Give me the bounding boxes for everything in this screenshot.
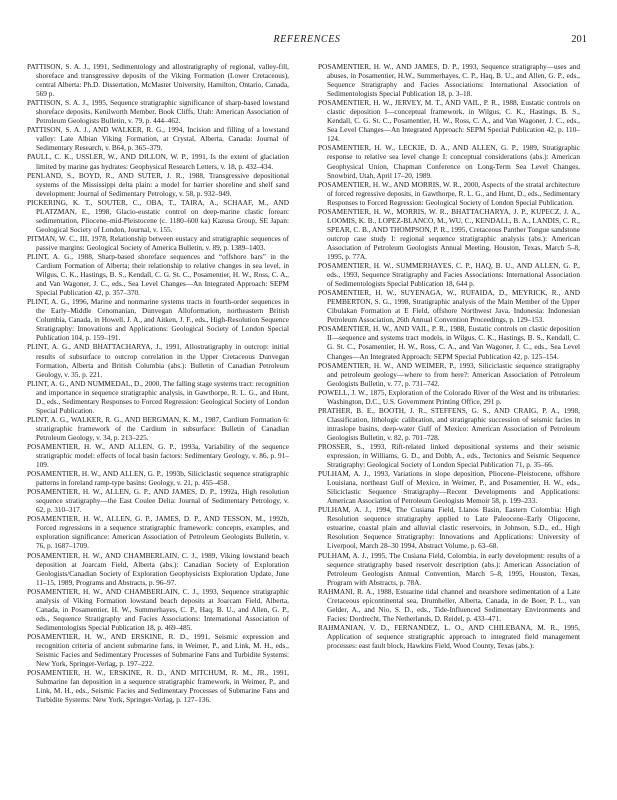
page-number: 201 <box>571 34 587 45</box>
page-header-title: REFERENCES <box>273 34 341 45</box>
reference-entry: PITMAN, W. C., III, 1978, Relationship between eustacy and stratigraphic sequences of passive margins: Geological Society of America Bulletin, v. 89, p. 1389–1403. <box>27 233 290 252</box>
reference-entry: PENLAND, S., BOYD, R., AND SUTER, J. R., 1988, Transgressive depositional systems of the Mississippi delta plain: a model for barrier shoreline and shelf sand development: Journal of Sedimentary Petrology, v. 58, p. 932–949. <box>27 170 289 198</box>
reference-entry: PLINT, A. G., WALKER, R. G., AND BERGMAN, K. M., 1987, Cardium Formation 6: stratigraphic framework of the Cardium in subsurface: Bulletin of Canadian Petroleum Geology, v. 34, p. 213–225. <box>27 414 290 442</box>
reference-entry: PATTISON, S. A. J., AND WALKER, R. G., 1994, Incision and filling of a lowstand valley: Late Albian Viking Formation, at Crystal, Alberta, Canada: Journal of Sedimentary Research, v. B64, p. 365–379. <box>27 125 290 153</box>
reference-entry: PATTISON, S. A. J., 1995, Sequence stratigraphic significance of sharp-based lowstand shoreface deposits, Kenilworth Member, Book Cliffs, Utah: American Association of Petroleum Geologists Bulletin, v. 79, p. 444–462. <box>27 98 290 126</box>
running-header <box>27 34 587 48</box>
reference-entry: POSAMENTIER, H. W., LECKIE, D. A., AND ALLEN, G. P., 1989, Stratigraphic response to relative sea level change I: conceptual considerations (abs.): American Geophysical Union, Chapman Conference on Long-Term Sea Level Changes, Snowbird, Utah, April 17–20, 1989. <box>318 143 580 180</box>
reference-entry: POSAMENTIER, H. W., AND WEIMER, P., 1993, Siliciclastic sequence stratigraphy and petroleum geology—where to from here?: American Association of Petroleum Geologists Bulletin, v. 77, p. 731–742. <box>318 360 580 388</box>
reference-entry: POSAMENTIER, H. W., MORRIS, W. R., BHATTACHARYA, J. P., KUPECZ, J. A., LOOMIS, K. B., LOPEZ-BLANCO, M., WU, C., KENDALL, B. A., LANDIS, C. R., SPEAR, C. B., AND THOMPSON, P. R., 1995, Cretaceous Panther Tongue sandstone outcrop case study I: regional sequence stratigraphic analysis (abs.): American Association of Petroleum Geologists Annual Meeting, Houston, Texas, March 5–8, 1995, p. 77A. <box>318 206 580 261</box>
reference-entry: PATTISON, S. A. J., 1991, Sedimentology and allostratigraphy of regional, valley-fill, shoreface and transgressive deposits of the Viking Formation (Lower Cretaceous), central Alberta: Ph.D. Dissertation, McMaster University, Hamilton, Ontario, Canada, 569 p. <box>27 62 289 99</box>
reference-entry: POSAMENTIER, H. W., JERVEY, M. T., AND VAIL, P. R., 1988, Eustatic controls on clastic deposition I—conceptual framework, in Wilgus, C. K., Hastings, B. S., Kendall, C. G. St. C., Posamentier, H. W., Ross, C. A., and Van Wagoner, J. C., eds., Sea Level Changes—An Integrated Approach: SEPM Special Publication 42, p. 110–124. <box>318 98 580 144</box>
reference-entry: PULHAM, A. J., 1995, The Cusiana Field, Colombia, in early development: results of a sequence stratigraphy based reservoir description (abs.): American Association of Petroleum Geologists Annual Convention, March 5–8, 1995, Houston, Texas, Program with Abstracts, p. 78A. <box>318 550 580 587</box>
reference-entry: PULHAM, A. J., 1994, The Cusiana Field, Llanos Basin, Eastern Colombia: High Resolution sequence stratigraphy applied to Late Paleocene–Early Oligocene, estuarine, coastal plain and alluvial clastic reservoirs, in Johnson, S.D., ed., High Resolution Sequence Stratigraphy: Innovations and Applications: University of Liverpool, March 28–30 1994, Abstract Volume, p. 63–68. <box>318 505 581 551</box>
reference-entry: POWELL, J. W., 1875, Exploration of the Colorado River of the West and its tributaries: Washington, D.C., U.S. Government Printing Office, 291 p. <box>318 387 580 406</box>
reference-entry: POSAMENTIER, H. W., AND VAIL, P. R., 1988, Eustatic controls on clastic deposition II—sequence and systems tract models, in Wilgus, C. K., Hastings, B. S., Kendall, C. G. St. C., Posamentier, H. W., Ross, C. A., and Van Wagoner, J. C., eds., Sea Level Changes—An Integrated Approach: SEPM Special Publication 42, p. 125–154. <box>318 324 580 361</box>
reference-entry: POSAMENTIER, H. W., AND JAMES, D. P., 1993, Sequence stratigraphy—uses and abuses, in Posamentier, H.W., Summerhayes, C. P., Haq, B. U., and Allen, G. P., eds., Sequence Stratigraphy and Facies Associations: International Association of Sedimentologists Special Publication 18, p. 3–18. <box>318 62 580 99</box>
reference-entry: POSAMENTIER, H. W., AND CHAMBERLAIN, C. J., 1989, Viking lowstand beach deposition at Joarcam Field, Alberta (abs.): Canadian Society of Exploration Geologists/Canadian Society of Exploration Geophysicists Exploration Update, June 11–15, 1989, Programs and Abstracts, p. 96–97. <box>27 550 289 587</box>
reference-entry: POSAMENTIER, H. W., AND CHAMBERLAIN, C. J., 1993, Sequence stratigraphic analysis of Viking Formation lowstand beach deposits at Joarcam Field, Alberta, Canada, in Posamentier, H. W., Summerhayes, C. P., Haq, B. U., and Allen, G. P., eds., Sequence Stratigraphy and Facies Associations: International Association of Sedimentologists Special Publication 18, p. 469–485. <box>27 586 289 632</box>
reference-entry: PLINT, A. G., AND BHATTACHARYA, J., 1991, Allostratigraphy in outcrop: initial results of subsurface to outcrop correlation in the Upper Cretaceous Dunvegan Formation, Alberta and British Columbia (abs.): Bulletin of Canadian Petroleum Geology, v. 35, p. 221. <box>27 342 289 379</box>
reference-entry: PRATHER, B. E., BOOTH, J. R., STEFFENS, G. S., AND CRAIG, P. A., 1998, Classification, lithologic calibration, and stratigraphic succession of seismic facies in intraslope basins, deep-water Gulf of Mexico: American Association of Petroleum Geologists Bulletin, v. 82, p. 701–728. <box>318 405 580 442</box>
reference-entry: POSAMENTIER, H. W., AND ALLEN, G. P., 1993a, Variability of the sequence stratigraphic model: effects of local basin factors: Sedimentary Geology, v. 86, p. 91–109. <box>27 441 289 470</box>
reference-entry: PLINT, A. G., AND NUMMEDAL, D., 2000, The falling stage systems tract: recognition and importance in sequence stratigraphic analysis, in Gawthorpe, R. L. G., and Hunt, D., eds., Sedimentary Responses to Forced Regression: Geological Society of London Special Publication. <box>27 378 289 415</box>
reference-entry: RAHMANIAN, V. D., FERNANDEZ, L. O., AND CHILEBANA, M. R., 1995, Application of sequence stratigraphic approach to integrated field management processes: east fault block, Hawkins Field, Wood County, Texas (abs.): <box>318 622 580 650</box>
reference-entry: POSAMENTIER, H. W., AND MORRIS, W. R., 2000, Aspects of the stratal architecture of forced regressive deposits, in Gawthorpe, R. L. G., and Hunt, D., eds., Sedimentary Responses to Forced Regression: Geological Society of London Special Publication. <box>318 179 580 207</box>
reference-entry: POSAMENTIER, H. W., SUMMERHAYES, C. P., HAQ, B. U., AND ALLEN, G. P., eds., 1993, Sequence Stratigraphy and Facies Associations: International Association of Sedimentologists Special Publication 18, 644 p. <box>318 261 580 289</box>
reference-entry: PICKERING, K. T., SOUTER, C., OBA, T., TAIRA, A., SCHAAF, M., AND PLATZMAN, E., 1998, Glacio-eustatic control on deep-marine clastic forearc sedimentation, Pliocene–mid-Pleistocene (c. 1180–600 ka) Kazusa Group, SE Japan: Geological Society of London, Journal, v. 155. <box>27 197 289 234</box>
reference-entry: POSAMENTIER, H. W., AND ALLEN, G. P., 1993b, Siliciclastic sequence stratigraphic patterns in foreland ramp-type basins: Geology, v. 21, p. 455–458. <box>27 469 289 488</box>
reference-entry: POSAMENTIER, H. W., SUYENAGA, W., RUFAIDA, D., MEYRICK, R., AND PEMBERTON, S. G., 1998, Stratigraphic analysis of the Main Member of the Upper Cibulakan Formation at E Field, offshore Northwest Java, Indonesia: Indonesian Petroleum Association, 26th Annual Convention Proceedings, p. 129–153. <box>318 288 580 325</box>
reference-entry: POSAMENTIER, H. W., ALLEN, G. P., AND JAMES, D. P., 1992a, High resolution sequence stratigraphy—the East Coulee Delta: Journal of Sedimentary Petrology, v. 62, p. 310–317. <box>27 487 289 515</box>
reference-entry: POSAMENTIER, H. W., ERSKINE, R. D., AND MITCHUM, R. M., JR., 1991, Submarine fan deposition in a sequence stratigraphic framework, in Weimer, P., and Link, M. H., eds., Seismic Facies and Sedimentary Processes of Submarine Fans and Turbidite Systems: New York, Springer-Verlag, p. 127–136. <box>27 668 289 705</box>
reference-entry: RAHMANI, R. A., 1988, Estuarine tidal channel and nearshore sedimentation of a Late Cretaceous epicontinental sea, Drumheller, Alberta, Canada, in de Boer, P. L., van Gelder, A., and Nio, S. D., eds., Tide-Influenced Sedimentary Environments and Facies: Dordrecht, The Netherlands, D. Reidel, p. 433–471. <box>318 586 580 623</box>
reference-entry: PAULL, C. K., USSLER, W., AND DILLON, W. P., 1991, Is the extent of glaciation limited by marine gas hydrates: Geophysical Research Letters, v. 18, p. 432–434. <box>27 152 289 171</box>
reference-entry: POSAMENTIER, H. W., AND ERSKINE, R. D., 1991, Seismic expression and recognition criteria of ancient submarine fans, in Weimer, P., and Link, M. H., eds., Seismic Facies and Sedimentary Processes of Submarine Fans and Turbidite Systems: New York, Springer-Verlag, p. 197–222. <box>27 631 289 669</box>
reference-entry: POSAMENTIER, H. W., ALLEN, G. P., JAMES, D. P., AND TESSON, M., 1992b, Forced regressions in a sequence stratigraphic framework: concepts, examples, and exploration significance: American Association of Petroleum Geologists Bulletin, v. 76, p. 1687–1709. <box>27 514 289 551</box>
reference-column-left <box>27 62 289 704</box>
reference-entry: PROSSER, S., 1993, Rift-related linked depositional systems and their seismic expression, in Williams, G. D., and Dobb, A., eds., Tectonics and Seismic Sequence Stratigraphy: Geological Society of London Special Publication 71, p. 35–66. <box>318 441 580 470</box>
reference-entry: PLINT, A. G., 1996, Marine and nonmarine systems tracts in fourth-order sequences in the Early–Middle Cenomanian, Dunvegan Alloformation, northeastern British Columbia, Canada, in Howell, J. A., and Aitken, J. F., eds., High-Resolution Sequence Stratigraphy: Innovations and Applications: Geological Society of London Special Publication 104, p. 159–191. <box>27 297 290 343</box>
reference-entry: PLINT, A. G., 1988, Sharp-based shoreface sequences and “offshore bars” in the Cardium Formation of Alberta; their relationship to relative changes in sea level, in Wilgus, C. K., Hastings, B. S., Kendall, C. G. St. C., Posamentier, H. W., Ross, C. A., and Van Wagoner, J. C., eds., Sea Level Changes—An Integrated Approach: SEPM Special Publication 42, p. 357–370. <box>27 251 290 298</box>
reference-entry: PULHAM, A. J., 1993, Variations in slope deposition, Pliocene–Pleistocene, offshore Louisiana, northeast Gulf of Mexico, in Weimer, P., and Posamentier, H. W., eds., Siliciclastic Sequence Stratigraphy—Recent Developments and Applications: American Association of Petroleum Geologists Memoir 58, p. 199–233. <box>318 469 580 506</box>
reference-column-right <box>318 62 580 650</box>
